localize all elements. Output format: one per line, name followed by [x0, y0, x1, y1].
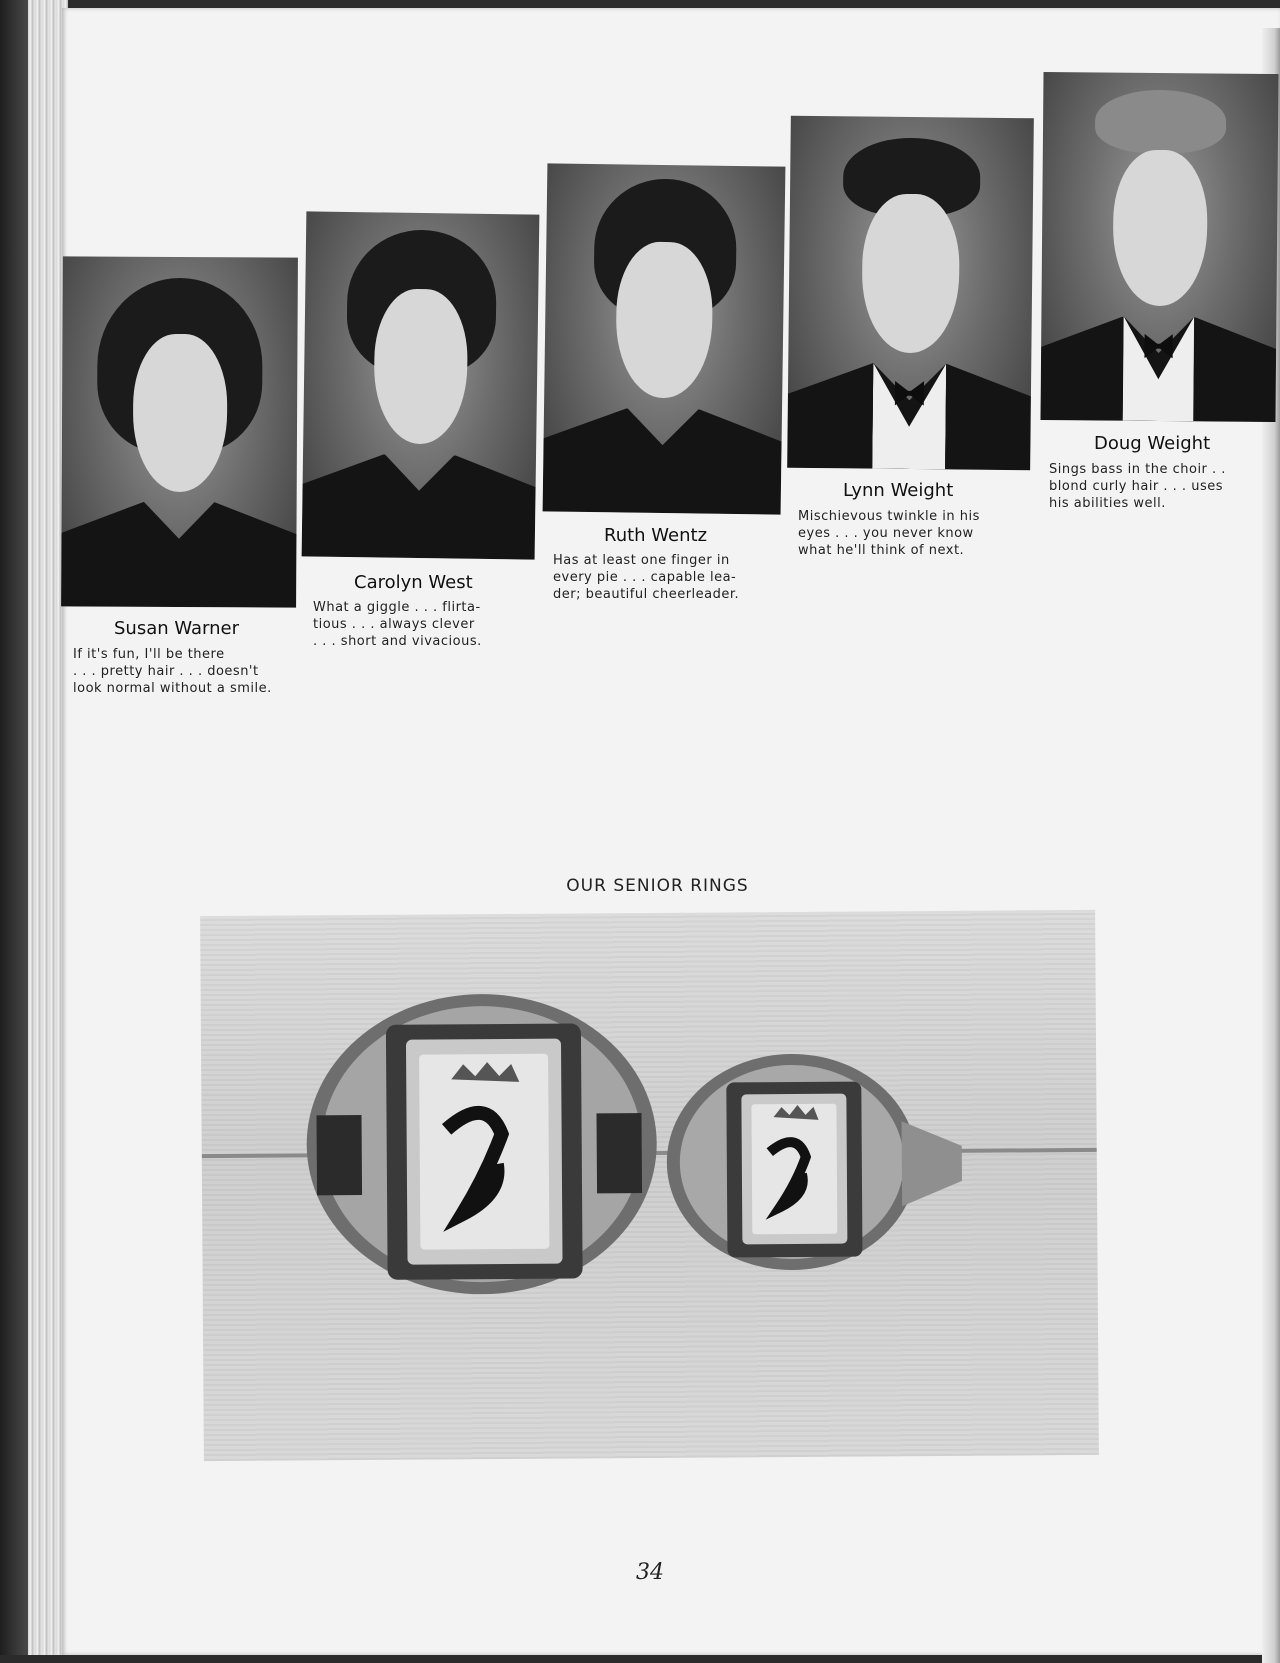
- caption-line: look normal without a smile.: [73, 681, 272, 696]
- senior-caption: [73, 646, 288, 697]
- large-ring-icon: [306, 993, 658, 1295]
- senior-caption: [553, 552, 773, 603]
- book-binding: [0, 0, 30, 1655]
- portrait-susan-warner: [61, 256, 298, 607]
- portrait-lynn-weight: [787, 116, 1034, 471]
- senior-rings-illustration: [200, 910, 1099, 1461]
- caption-line: what he'll think of next.: [798, 543, 965, 558]
- senior-name: Susan Warner: [114, 618, 240, 639]
- caption-line: every pie . . . capable lea-: [553, 570, 737, 585]
- caption-line: What a giggle . . . flirta-: [313, 600, 481, 615]
- portrait-ruth-wentz: [543, 163, 786, 514]
- senior-name: Lynn Weight: [843, 480, 954, 501]
- page-number: 34: [636, 1560, 664, 1585]
- portrait-doug-weight: [1040, 72, 1278, 422]
- caption-line: If it's fun, I'll be there: [73, 647, 225, 662]
- caption-line: his abilities well.: [1049, 496, 1166, 511]
- caption-line: tious . . . always clever: [313, 617, 475, 632]
- senior-rings-photo: [200, 910, 1099, 1461]
- caption-line: blond curly hair . . . uses: [1049, 479, 1223, 494]
- caption-line: eyes . . . you never know: [798, 526, 974, 541]
- senior-name: Doug Weight: [1094, 433, 1211, 454]
- senior-caption: [313, 599, 528, 650]
- caption-line: Mischievous twinkle in his: [798, 509, 980, 524]
- caption-line: . . . pretty hair . . . doesn't: [73, 664, 259, 679]
- small-ring-icon: [666, 1053, 963, 1271]
- senior-name: Carolyn West: [354, 572, 473, 593]
- caption-line: . . . short and vivacious.: [313, 634, 482, 649]
- senior-caption: [1049, 461, 1271, 512]
- caption-line: Has at least one finger in: [553, 553, 730, 568]
- senior-caption: [798, 508, 1018, 559]
- portrait-carolyn-west: [302, 211, 540, 559]
- rings-section-title: OUR SENIOR RINGS: [566, 876, 749, 896]
- caption-line: der; beautiful cheerleader.: [553, 587, 740, 602]
- senior-name: Ruth Wentz: [604, 525, 708, 546]
- caption-line: Sings bass in the choir . .: [1049, 462, 1226, 477]
